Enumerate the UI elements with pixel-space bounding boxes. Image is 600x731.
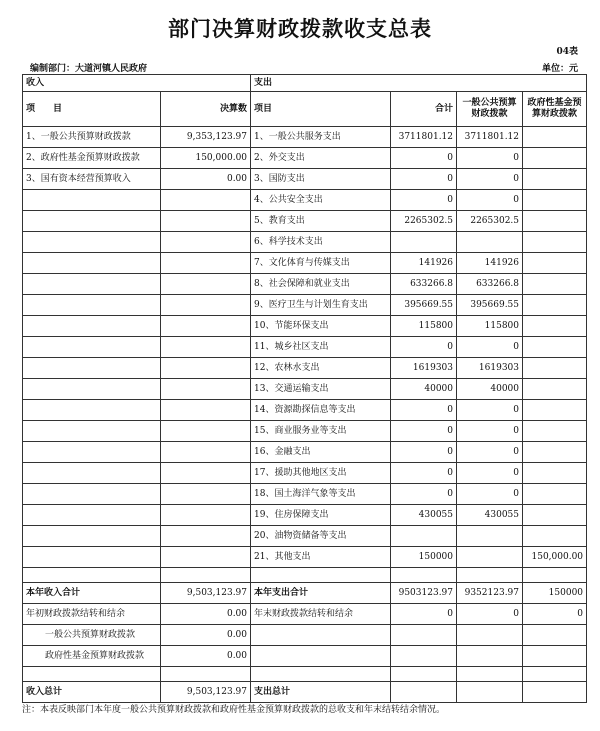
expense-fund-cell [523, 274, 587, 295]
col-fund-budget: 政府性基金预算财政拨款 [523, 92, 587, 127]
table-row [23, 232, 587, 253]
income-amount-cell [161, 232, 251, 253]
income-item-cell [23, 463, 161, 484]
expense-item-cell: 10、节能环保支出 [251, 316, 391, 337]
expense-total-cell: 0 [391, 337, 457, 358]
income-amount-cell [161, 442, 251, 463]
income-amount-cell [161, 463, 251, 484]
income-item-cell [23, 379, 161, 400]
expense-total-cell [391, 526, 457, 547]
expense-fund-cell [523, 316, 587, 337]
income-amount-cell [161, 190, 251, 211]
end-balance-fund: 0 [523, 604, 587, 625]
income-amount-cell [161, 505, 251, 526]
expense-item-cell: 14、资源勘探信息等支出 [251, 400, 391, 421]
table-row [23, 211, 587, 232]
finance-table [22, 74, 587, 703]
grand-total-row [23, 682, 587, 703]
income-item-cell: 2、政府性基金预算财政拨款 [23, 148, 161, 169]
table-row [23, 337, 587, 358]
expense-item-cell: 4、公共安全支出 [251, 190, 391, 211]
income-amount-cell [161, 400, 251, 421]
empty-cell [457, 646, 523, 667]
col-general-budget: 一般公共预算财政拨款 [457, 92, 523, 127]
expense-general-cell: 395669.55 [457, 295, 523, 316]
empty-cell [251, 568, 391, 583]
finance-table-body [23, 75, 587, 703]
grand-expense-label: 支出总计 [251, 682, 391, 703]
expense-total-cell: 3711801.12 [391, 127, 457, 148]
table-row [23, 253, 587, 274]
expense-item-cell: 8、社会保障和就业支出 [251, 274, 391, 295]
expense-general-cell: 1619303 [457, 358, 523, 379]
income-amount-cell [161, 526, 251, 547]
table-row [23, 442, 587, 463]
income-item-cell [23, 253, 161, 274]
income-amount-cell: 9,353,123.97 [161, 127, 251, 148]
total-row [23, 583, 587, 604]
expense-fund-cell [523, 442, 587, 463]
expense-fund-cell [523, 295, 587, 316]
table-row [23, 547, 587, 568]
expense-item-cell: 16、金融支出 [251, 442, 391, 463]
table-row [23, 148, 587, 169]
empty-cell [23, 667, 161, 682]
income-item-cell [23, 337, 161, 358]
empty-cell [523, 646, 587, 667]
empty-cell [23, 568, 161, 583]
grand-income-value: 9,503,123.97 [161, 682, 251, 703]
table-row [23, 316, 587, 337]
expense-total-cell: 0 [391, 442, 457, 463]
income-item-cell [23, 358, 161, 379]
expense-total-cell: 633266.8 [391, 274, 457, 295]
sub-fund-value: 0.00 [161, 646, 251, 667]
expense-item-cell: 19、住房保障支出 [251, 505, 391, 526]
empty-cell [251, 646, 391, 667]
expense-total-cell: 0 [391, 484, 457, 505]
income-item-cell [23, 400, 161, 421]
income-amount-cell [161, 379, 251, 400]
expense-general-cell: 633266.8 [457, 274, 523, 295]
expense-item-cell: 20、油物资储备等支出 [251, 526, 391, 547]
table-row [23, 190, 587, 211]
income-amount-cell: 150,000.00 [161, 148, 251, 169]
empty-cell [523, 625, 587, 646]
spacer-row [23, 568, 587, 583]
expense-item-cell: 1、一般公共服务支出 [251, 127, 391, 148]
col-income-amount: 决算数 [161, 92, 251, 127]
col-income-item: 项 目 [23, 92, 161, 127]
expense-fund-cell [523, 211, 587, 232]
expense-total-cell: 0 [391, 148, 457, 169]
form-number: 04表 [556, 47, 578, 57]
expense-item-cell: 9、医疗卫生与计划生育支出 [251, 295, 391, 316]
spacer-row [23, 667, 587, 682]
empty-cell [457, 625, 523, 646]
end-balance-label: 年末财政拨款结转和结余 [251, 604, 391, 625]
income-amount-cell [161, 211, 251, 232]
income-amount-cell [161, 274, 251, 295]
income-section-label: 收入 [23, 75, 251, 92]
expense-item-cell: 5、教育支出 [251, 211, 391, 232]
expense-fund-cell [523, 169, 587, 190]
empty-cell [161, 568, 251, 583]
expense-item-cell: 21、其他支出 [251, 547, 391, 568]
sub-general-value: 0.00 [161, 625, 251, 646]
income-amount-cell [161, 295, 251, 316]
expense-total-cell: 0 [391, 169, 457, 190]
expense-fund-cell [523, 358, 587, 379]
expense-item-cell: 15、商业服务业等支出 [251, 421, 391, 442]
income-item-cell: 1、一般公共预算财政拨款 [23, 127, 161, 148]
expense-fund-cell [523, 484, 587, 505]
income-item-cell [23, 505, 161, 526]
table-row [23, 274, 587, 295]
empty-cell [457, 682, 523, 703]
table-row [23, 421, 587, 442]
empty-cell [391, 568, 457, 583]
sub-fund-label: 政府性基金预算财政拨款 [23, 646, 161, 667]
empty-cell [523, 667, 587, 682]
expense-fund-cell [523, 148, 587, 169]
income-amount-cell [161, 484, 251, 505]
expense-general-cell [457, 547, 523, 568]
total-income-value: 9,503,123.97 [161, 583, 251, 604]
income-amount-cell [161, 358, 251, 379]
empty-cell [391, 625, 457, 646]
expense-total-cell: 0 [391, 463, 457, 484]
expense-total-cell: 40000 [391, 379, 457, 400]
expense-item-cell: 13、交通运输支出 [251, 379, 391, 400]
sub-general-row [23, 625, 587, 646]
expense-item-cell: 6、科学技术支出 [251, 232, 391, 253]
expense-item-cell: 17、援助其他地区支出 [251, 463, 391, 484]
income-item-cell [23, 526, 161, 547]
income-item-cell [23, 442, 161, 463]
expense-fund-cell [523, 232, 587, 253]
expense-fund-cell [523, 337, 587, 358]
expense-general-cell: 0 [457, 190, 523, 211]
expense-general-cell: 40000 [457, 379, 523, 400]
table-row [23, 379, 587, 400]
expense-total-cell: 0 [391, 421, 457, 442]
empty-cell [251, 667, 391, 682]
empty-cell [457, 568, 523, 583]
expense-general-cell [457, 232, 523, 253]
total-expense-general-value: 9352123.97 [457, 583, 523, 604]
col-total: 合计 [391, 92, 457, 127]
col-expense-item: 项目 [251, 92, 391, 127]
expense-fund-cell [523, 127, 587, 148]
income-amount-cell [161, 421, 251, 442]
expense-general-cell: 115800 [457, 316, 523, 337]
income-item-cell [23, 484, 161, 505]
expense-item-cell: 7、文化体育与传媒支出 [251, 253, 391, 274]
income-amount-cell [161, 547, 251, 568]
expense-total-cell: 0 [391, 190, 457, 211]
table-row [23, 169, 587, 190]
total-expense-fund-value: 150000 [523, 583, 587, 604]
empty-cell [251, 625, 391, 646]
page-title: 部门决算财政拨款收支总表 [168, 16, 432, 41]
expense-fund-cell: 150,000.00 [523, 547, 587, 568]
income-item-cell [23, 211, 161, 232]
income-amount-cell: 0.00 [161, 169, 251, 190]
expense-fund-cell [523, 421, 587, 442]
balance-row [23, 604, 587, 625]
expense-fund-cell [523, 253, 587, 274]
empty-cell [523, 682, 587, 703]
income-item-cell [23, 421, 161, 442]
expense-fund-cell [523, 400, 587, 421]
income-item-cell [23, 190, 161, 211]
footnote: 注：本表反映部门本年度一般公共预算财政拨款和政府性基金预算财政拨款的总收支和年末结转结余情况。 [22, 705, 446, 715]
table-row [23, 295, 587, 316]
empty-cell [391, 682, 457, 703]
total-income-label: 本年收入合计 [23, 583, 161, 604]
section-header-row [23, 75, 587, 92]
table-row [23, 127, 587, 148]
table-row [23, 463, 587, 484]
expense-fund-cell [523, 379, 587, 400]
sub-general-label: 一般公共预算财政拨款 [23, 625, 161, 646]
income-item-cell [23, 274, 161, 295]
expense-general-cell: 430055 [457, 505, 523, 526]
expense-general-cell: 3711801.12 [457, 127, 523, 148]
income-item-cell [23, 316, 161, 337]
expense-item-cell: 18、国土海洋气象等支出 [251, 484, 391, 505]
table-row [23, 400, 587, 421]
expense-fund-cell [523, 505, 587, 526]
sub-fund-row [23, 646, 587, 667]
income-item-cell [23, 295, 161, 316]
begin-balance-label: 年初财政拨款结转和结余 [23, 604, 161, 625]
grand-income-label: 收入总计 [23, 682, 161, 703]
expense-general-cell: 0 [457, 442, 523, 463]
expense-general-cell: 2265302.5 [457, 211, 523, 232]
expense-total-cell: 141926 [391, 253, 457, 274]
expense-general-cell [457, 526, 523, 547]
expense-general-cell: 141926 [457, 253, 523, 274]
total-expense-value: 9503123.97 [391, 583, 457, 604]
expense-general-cell: 0 [457, 484, 523, 505]
org-label: 编制部门：大道河镇人民政府 [30, 64, 148, 74]
end-balance-general: 0 [457, 604, 523, 625]
expense-total-cell: 0 [391, 400, 457, 421]
expense-general-cell: 0 [457, 400, 523, 421]
table-row [23, 358, 587, 379]
income-item-cell [23, 232, 161, 253]
expense-total-cell: 430055 [391, 505, 457, 526]
empty-cell [523, 568, 587, 583]
income-amount-cell [161, 316, 251, 337]
expense-total-cell: 2265302.5 [391, 211, 457, 232]
expense-total-cell: 395669.55 [391, 295, 457, 316]
expense-general-cell: 0 [457, 148, 523, 169]
table-row [23, 526, 587, 547]
expense-total-cell: 115800 [391, 316, 457, 337]
expense-general-cell: 0 [457, 463, 523, 484]
expense-general-cell: 0 [457, 337, 523, 358]
expense-fund-cell [523, 463, 587, 484]
income-item-cell: 3、国有资本经营预算收入 [23, 169, 161, 190]
empty-cell [457, 667, 523, 682]
expense-fund-cell [523, 526, 587, 547]
empty-cell [391, 646, 457, 667]
expense-item-cell: 2、外交支出 [251, 148, 391, 169]
expense-total-cell [391, 232, 457, 253]
column-header-row [23, 92, 587, 127]
total-expense-label: 本年支出合计 [251, 583, 391, 604]
income-amount-cell [161, 337, 251, 358]
expense-item-cell: 11、城乡社区支出 [251, 337, 391, 358]
empty-cell [161, 667, 251, 682]
table-row [23, 505, 587, 526]
expense-section-label: 支出 [251, 75, 587, 92]
expense-general-cell: 0 [457, 421, 523, 442]
empty-cell [391, 667, 457, 682]
expense-general-cell: 0 [457, 169, 523, 190]
expense-item-cell: 3、国防支出 [251, 169, 391, 190]
income-item-cell [23, 547, 161, 568]
expense-total-cell: 1619303 [391, 358, 457, 379]
end-balance-total: 0 [391, 604, 457, 625]
expense-total-cell: 150000 [391, 547, 457, 568]
unit-label: 单位：元 [541, 64, 578, 74]
begin-balance-value: 0.00 [161, 604, 251, 625]
income-amount-cell [161, 253, 251, 274]
expense-item-cell: 12、农林水支出 [251, 358, 391, 379]
table-row [23, 484, 587, 505]
expense-fund-cell [523, 190, 587, 211]
